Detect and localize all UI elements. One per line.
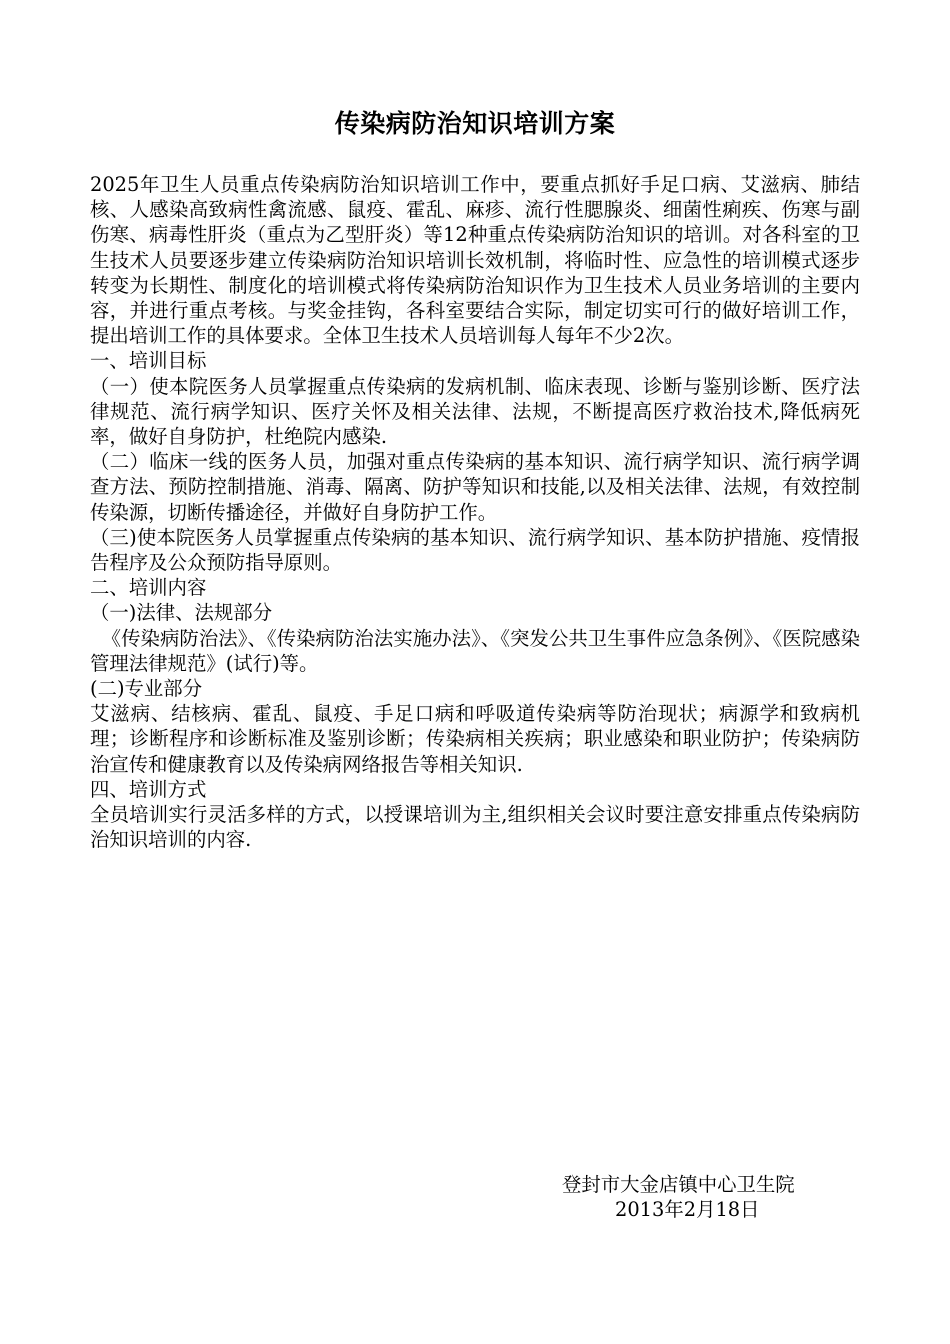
subsection-heading-laws: （一)法律、法规部分 [90,601,273,625]
method-paragraph: 全员培训实行灵活多样的方式，以授课培训为主,组织相关会议时要注意安排重点传染病防治知识培训的内容. [90,803,860,852]
goal-item-1: （一）使本院医务人员掌握重点传染病的发病机制、临床表现、诊断与鉴别诊断、医疗法律规范、流行病学知识、医疗关怀及相关法律、法规，不断提高医疗救治技术,降低病死率，做好自身防护，杜绝院内感染. [90,374,860,449]
section-heading-content: 二、培训内容 [90,576,207,600]
goal-item-2: （二）临床一线的医务人员，加强对重点传染病的基本知识、流行病学知识、流行病学调查方法、预防控制措施、消毒、隔离、防护等知识和技能,以及相关法律、法规，有效控制传染源，切断传播途径，并做好自身防护工作。 [90,450,860,524]
professional-paragraph: 艾滋病、结核病、霍乱、鼠疫、手足口病和呼吸道传染病等防治现状；病源学和致病机理；诊断程序和诊断标准及鉴别诊断；传染病相关疾病；职业感染和职业防护；传染病防治宣传和健康教育以及传染病网络报告等相关知识. [90,702,860,776]
signature-date: 2013年2月18日 [615,1198,760,1222]
intro-paragraph: 2025年卫生人员重点传染病防治知识培训工作中，要重点抓好手足口病、艾滋病、肺结核、人感染高致病性禽流感、鼠疫、霍乱、麻疹、流行性腮腺炎、细菌性痢疾、伤寒与副伤寒、病毒性肝炎（重点为乙型肝炎）等12种重点传染病防治知识的培训。对各科室的卫生技术人员要逐步建立传染病防治知识培训长效机制，将临时性、应急性的培训模式逐步转变为长期性、制度化的培训模式将传染病防治知识作为卫生技术人员业务培训的主要内容，并进行重点考核。与奖金挂钩，各科室要结合实际，制定切实可行的做好培训工作，提出培训工作的具体要求。全体卫生技术人员培训每人每年不少2次。 [90,173,860,348]
subsection-heading-professional: (二)专业部分 [90,677,203,701]
goal-item-3: （三)使本院医务人员掌握重点传染病的基本知识、流行病学知识、基本防护措施、疫情报告程序及公众预防指导原则。 [90,525,860,575]
signature-block [540,1172,850,1222]
document-body [90,172,860,852]
signature-organization: 登封市大金店镇中心卫生院 [562,1173,795,1196]
document-title: 传染病防治知识培训方案 [334,109,616,138]
laws-paragraph: 《传染病防治法》、《传染病防治法实施办法》、《突发公共卫生事件应急条例》、《医院感染管理法律规范》(试行)等。 [90,626,860,675]
section-heading-method: 四、培训方式 [90,777,207,801]
section-heading-goals: 一、培训目标 [90,349,207,373]
